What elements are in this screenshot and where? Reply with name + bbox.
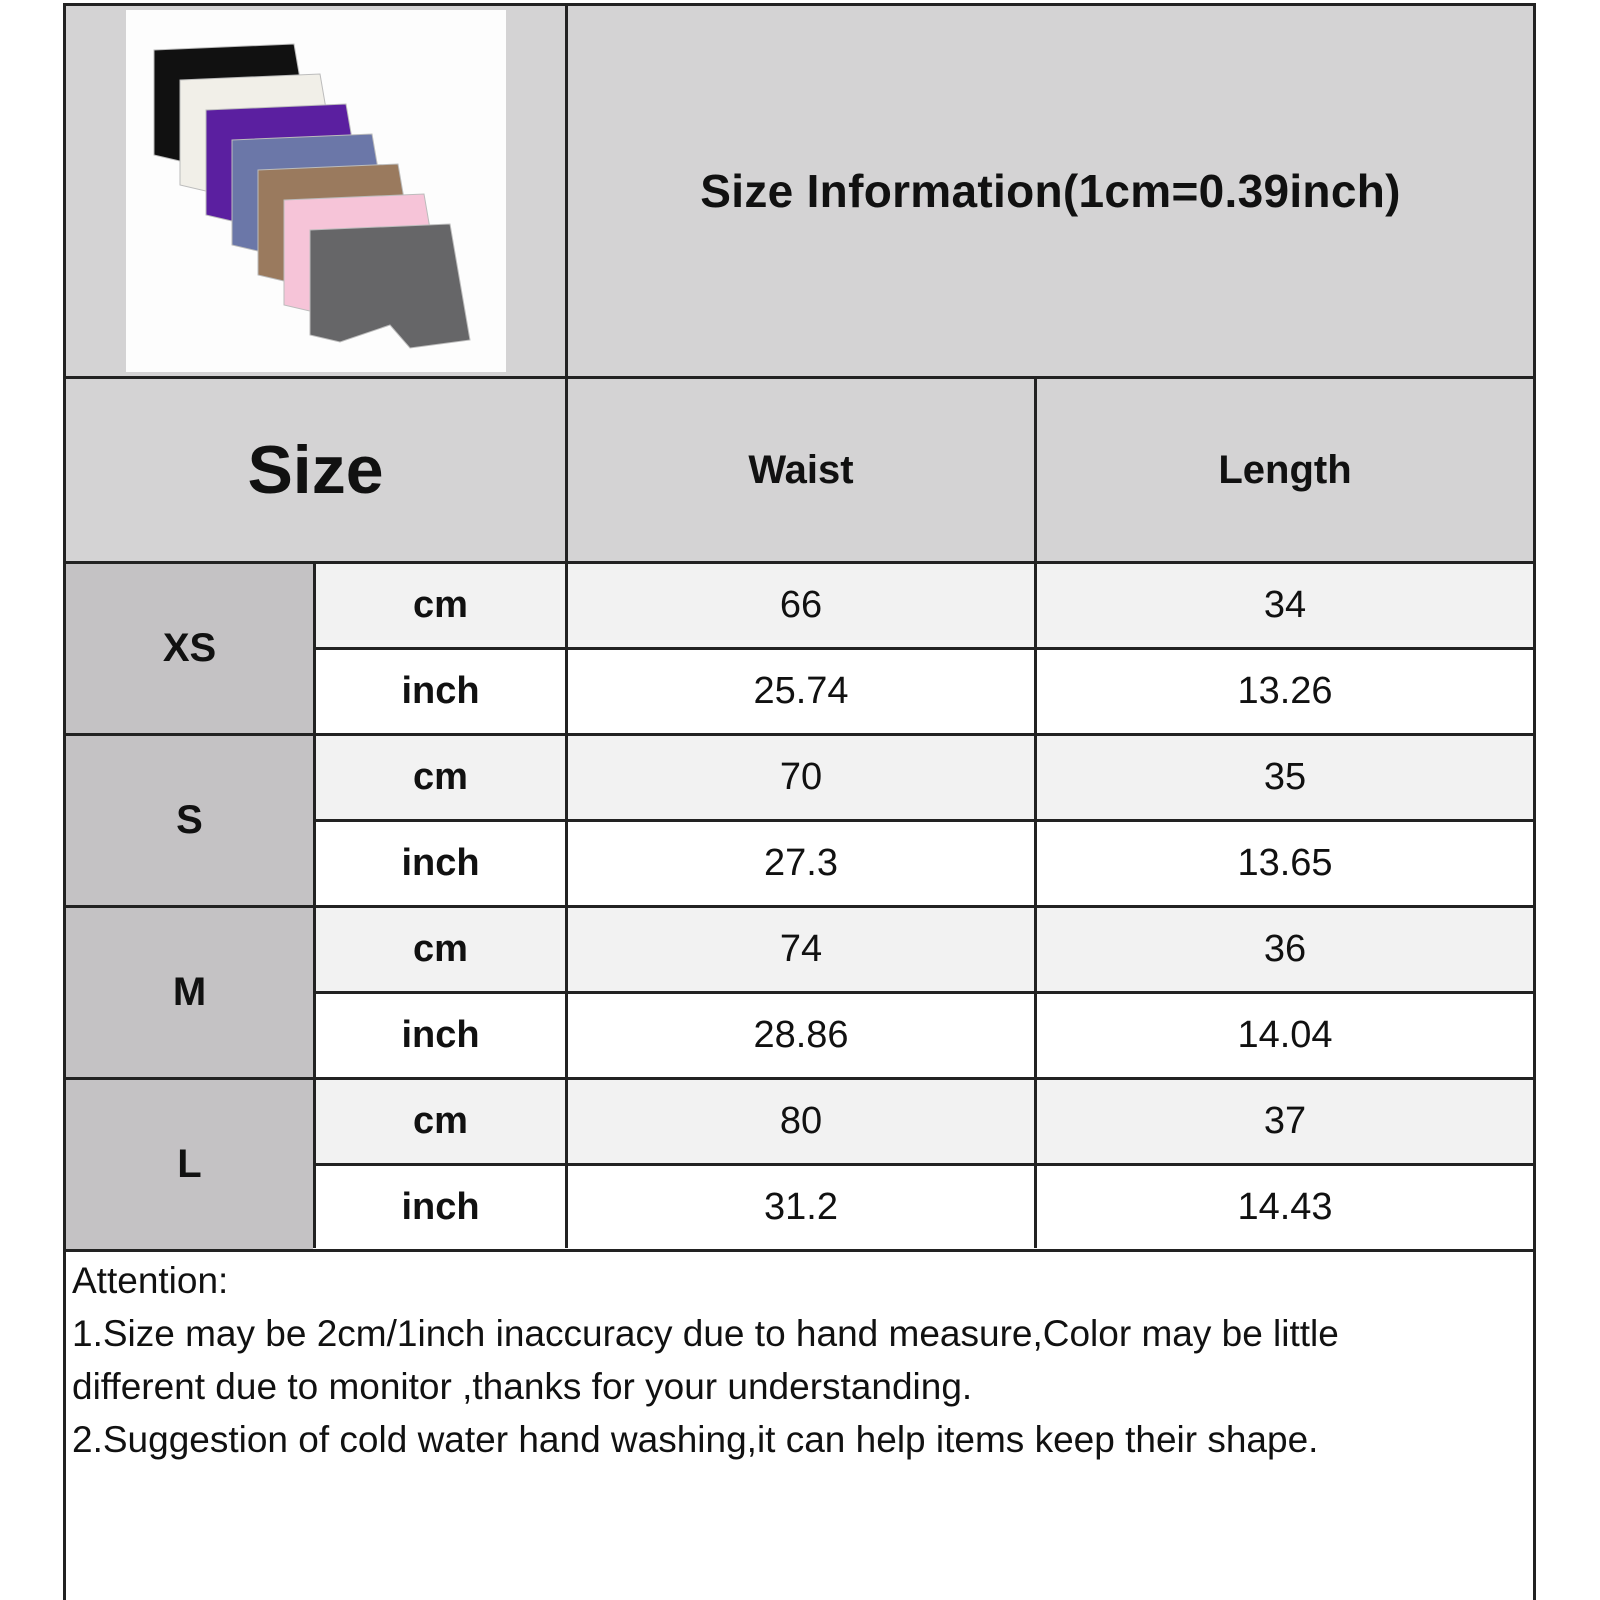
waist-cm-text: 74 bbox=[779, 928, 823, 970]
waist-header bbox=[568, 379, 1034, 561]
unit-inch-text: inch bbox=[401, 1014, 480, 1056]
attention-notes bbox=[72, 1254, 1512, 1466]
size-chart bbox=[63, 3, 1536, 1600]
waist-inch bbox=[568, 650, 1034, 733]
length-inch bbox=[1037, 650, 1533, 733]
length-cm bbox=[1037, 1080, 1533, 1163]
size-header-label: Size bbox=[247, 432, 384, 508]
length-header bbox=[1037, 379, 1533, 561]
size-label-l bbox=[66, 1080, 313, 1249]
unit-cm bbox=[316, 908, 565, 991]
shorts-swatch bbox=[310, 224, 470, 348]
unit-inch-text: inch bbox=[401, 842, 480, 884]
size-header bbox=[66, 379, 565, 561]
length-inch bbox=[1037, 1166, 1533, 1249]
unit-inch bbox=[316, 1166, 565, 1249]
waist-inch-text: 31.2 bbox=[764, 1186, 838, 1228]
title-cell bbox=[568, 6, 1533, 376]
waist-inch-text: 28.86 bbox=[753, 1014, 849, 1056]
length-cm bbox=[1037, 908, 1533, 991]
unit-cm-text: cm bbox=[413, 584, 468, 626]
unit-inch-text: inch bbox=[401, 670, 480, 712]
size-label-m-text: M bbox=[172, 970, 207, 1014]
length-inch bbox=[1037, 822, 1533, 905]
waist-inch bbox=[568, 822, 1034, 905]
unit-inch bbox=[316, 650, 565, 733]
waist-cm bbox=[568, 736, 1034, 819]
length-cm bbox=[1037, 736, 1533, 819]
waist-cm-text: 66 bbox=[779, 584, 823, 626]
attention-line-1: 1.Size may be 2cm/1inch inaccuracy due to hand measure,Color may be little bbox=[72, 1313, 1339, 1354]
waist-cm bbox=[568, 908, 1034, 991]
page-title: Size Information(1cm=0.39inch) bbox=[700, 165, 1401, 217]
unit-cm bbox=[316, 736, 565, 819]
length-inch-text: 14.43 bbox=[1237, 1186, 1333, 1228]
unit-cm bbox=[316, 564, 565, 647]
unit-inch bbox=[316, 994, 565, 1077]
size-label-xs-text: XS bbox=[162, 626, 217, 670]
length-inch-text: 13.26 bbox=[1237, 670, 1333, 712]
length-cm bbox=[1037, 564, 1533, 647]
unit-cm-text: cm bbox=[413, 756, 468, 798]
length-cm-text: 37 bbox=[1263, 1100, 1307, 1142]
size-label-xs bbox=[66, 564, 313, 733]
unit-inch-text: inch bbox=[401, 1186, 480, 1228]
size-label-m bbox=[66, 908, 313, 1077]
waist-inch-text: 25.74 bbox=[753, 670, 849, 712]
unit-cm bbox=[316, 1080, 565, 1163]
length-cm-text: 34 bbox=[1263, 584, 1307, 626]
waist-cm bbox=[568, 564, 1034, 647]
waist-cm bbox=[568, 1080, 1034, 1163]
attention-heading: Attention: bbox=[72, 1260, 229, 1301]
unit-cm-text: cm bbox=[413, 928, 468, 970]
size-label-s bbox=[66, 736, 313, 905]
size-label-l-text: L bbox=[177, 1142, 202, 1186]
attention-line-3: 2.Suggestion of cold water hand washing,it can help items keep their shape. bbox=[72, 1419, 1319, 1460]
length-header-label: Length bbox=[1218, 447, 1352, 492]
shorts-illustration bbox=[126, 10, 506, 372]
waist-inch bbox=[568, 1166, 1034, 1249]
size-label-s-text: S bbox=[176, 798, 203, 842]
unit-inch bbox=[316, 822, 565, 905]
length-cm-text: 36 bbox=[1263, 928, 1307, 970]
waist-inch-text: 27.3 bbox=[764, 842, 838, 884]
length-inch-text: 13.65 bbox=[1237, 842, 1333, 884]
unit-cm-text: cm bbox=[413, 1100, 468, 1142]
length-inch-text: 14.04 bbox=[1237, 1014, 1333, 1056]
waist-cm-text: 80 bbox=[779, 1100, 823, 1142]
length-cm-text: 35 bbox=[1263, 756, 1307, 798]
product-image bbox=[126, 10, 506, 372]
image-cell bbox=[66, 6, 565, 376]
waist-header-label: Waist bbox=[748, 447, 854, 492]
waist-cm-text: 70 bbox=[779, 756, 823, 798]
attention-line-2: different due to monitor ,thanks for your understanding. bbox=[72, 1366, 973, 1407]
length-inch bbox=[1037, 994, 1533, 1077]
waist-inch bbox=[568, 994, 1034, 1077]
